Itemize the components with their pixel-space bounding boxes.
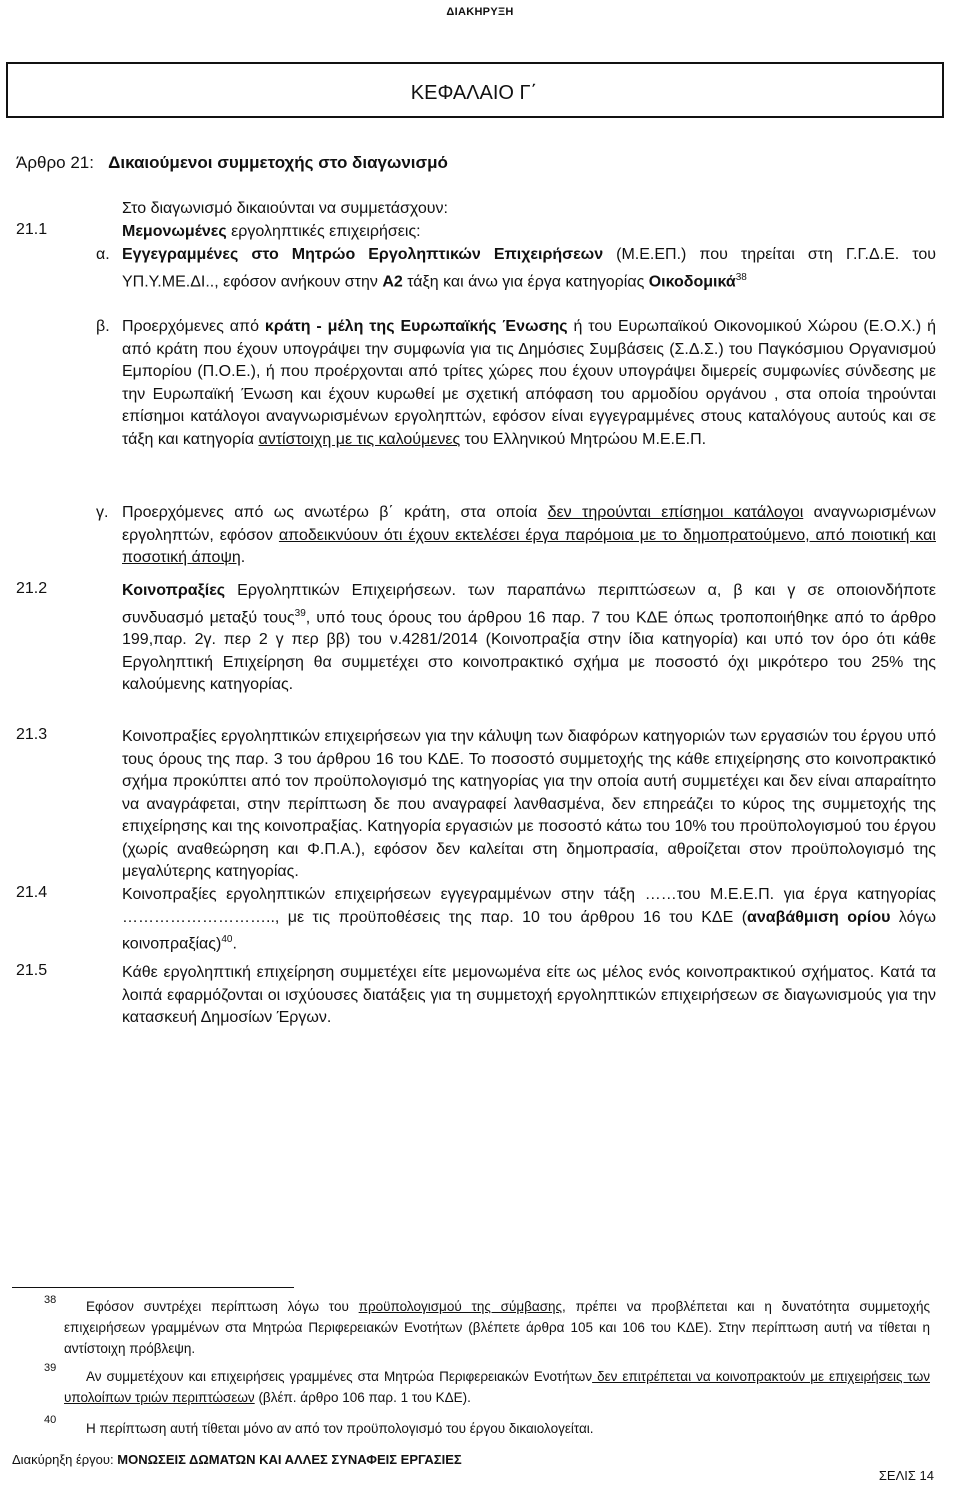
item-label-beta: β. [96, 318, 110, 335]
item-label-gamma: γ. [96, 504, 109, 521]
section-number: 21.1 [16, 221, 48, 238]
intro-text: Στο διαγωνισμό δικαιούνται να συμμετάσχουν: [122, 200, 448, 217]
footnote-ref-40: 40 [221, 934, 233, 945]
footnote-39-text: Αν συμμετέχουν και επιχειρήσεις γραμμένες στα Μητρώα Περιφερειακών Ενοτήτων δεν επιτρέπεται να κοινοπρακτούν με επιχειρήσεις των υπολοίπων τριών περιπτώσεων (βλέπ. άρθρο 106 παρ. 1 του ΚΔΕ). [64, 1369, 930, 1405]
footnote-number: 40 [44, 1414, 57, 1426]
footnote-40-text: Η περίπτωση αυτή τίθεται μόνο αν από τον προϋπολογισμό του έργου δικαιολογείται. [86, 1421, 594, 1436]
item-gamma-text: Προερχόμενες από ως ανωτέρω β΄ κράτη, στα οποία δεν τηρούνται επίσημοι κατάλογοι αναγνωρισμένων εργοληπτών, εφόσον αποδεικνύουν ότι έχουν εκτελέσει έργα παρόμοια με το δημοπρατούμενο, από ποιοτική και ποσοτική άποψη. [122, 504, 937, 566]
article-heading [16, 153, 448, 173]
item-beta-text: Προερχόμενες από κράτη - μέλη της Ευρωπαϊκής Ένωσης ή του Ευρωπαϊκού Οικονομικού Χώρου (Ε.Ο.Χ.) ή από κράτη που έχουν υπογράψει την συμφωνία για τις Δημόσιες Συμβάσεις (Σ.Δ.Σ.) του Παγκόσμιου Οργανισμού Εμπορίου (Π.Ο.Ε.), ή που προέρχονται από τρίτες χώρες που έχουν υπογράψει διμερείς συμφωνίες σύνδεσης με την Ευρωπαϊκή Ένωση και έχουν κυρωθεί με σχετική απόφαση του αρμοδίου οργάνου , στα οποία τηρούνται επίσημοι κατάλογοι αναγνωρισμένων εργοληπτών, εφόσον είναι εγγεγραμμένες στους καταλόγους αυτούς και σε τάξη και κατηγορία αντίστοιχη με τις καλούμενες του Ελληνικού Μητρώου Μ.Ε.Ε.Π. [122, 318, 936, 448]
section-21-1-heading: Μεμονωμένες εργοληπτικές επιχειρήσεις: [122, 223, 421, 240]
section-21-4-text: Κοινοπραξίες εργοληπτικών επιχειρήσεων εγγεγραμμένων στην τάξη ……του Μ.Ε.Ε.Π. για έργα κατηγορίας ……………………….., με τις προϋποθέσεις της παρ. 10 του άρθρου 16 του ΚΔΕ (αναβάθμιση ορίου λόγω κοινοπραξίας)$^{40}$. [122, 886, 937, 953]
article-number: Άρθρο 21: [16, 153, 94, 172]
section-21-2-text: Κοινοπραξίες Εργοληπτικών Επιχειρήσεων. των παραπάνω περιπτώσεων α, β και γ σε οποιονδήποτε συνδυασμό μεταξύ τους$^{39}$, υπό τους όρους του άρθρου 16 παρ. 7 του ΚΔΕ όπως τροποποιήθηκε από το άρθρο 199,παρ. 2γ. περ 2 γ περ ββ) του ν.4281/2014 (Κοινοπραξία στην ίδια κατηγορία) και υπό τον όρο ότι κάθε Εργοληπτική Επιχείρηση θα συμμετέχει στο κοινοπρακτικό σχήμα με ποσοστό όχι μικρότερο του 25% της καλούμενης κατηγορίας. [122, 582, 936, 694]
footnote-ref-39: 39 [294, 607, 306, 619]
article-title: Δικαιούμενοι συμμετοχής στο διαγωνισμό [108, 153, 448, 172]
item-alpha-text: Εγγεγραμμένες στο Μητρώο Εργοληπτικών Επιχειρήσεων (Μ.Ε.ΕΠ.) που τηρείται στη Γ.Γ.Δ.Ε. του ΥΠ.Υ.ΜΕ.ΔΙ.., εφόσον ανήκουν στην Α2 τάξη και άνω για έργα κατηγορίας Οικοδομικά$^{38}$ [122, 246, 937, 290]
section-21-5-text: Κάθε εργοληπτική επιχείρηση συμμετέχει είτε μεμονωμένα είτε ως μέλος ενός κοινοπρακτικού σχήματος. Κατά τα λοιπά εφαρμόζονται οι ισχύουσες διατάξεις για τη συμμετοχή εργοληπτικών επιχειρήσεων σε διαγωνισμούς για την κατασκευή Δημοσίων Έργων. [122, 964, 936, 1026]
footnote-number: 39 [44, 1362, 57, 1374]
footnote-ref-38: 38 [735, 271, 747, 283]
section-number: 21.3 [16, 726, 48, 743]
footnote-number: 38 [44, 1294, 57, 1306]
document-header: ΔΙΑΚΗΡΥΞΗ [446, 6, 514, 18]
footer-project: Διακύρηξη έργου: ΜΟΝΩΣΕΙΣ ΔΩΜΑΤΩΝ ΚΑΙ ΑΛΛΕΣ ΣΥΝΑΦΕΙΣ ΕΡΓΑΣΙΕΣ [12, 1452, 462, 1467]
section-21-3-text: Κοινοπραξίες εργοληπτικών επιχειρήσεων για την κάλυψη των διαφόρων κατηγοριών των εργασιών του έργου υπό τους όρους της παρ. 3 του άρθρου 16 του ΚΔΕ. Το ποσοστό συμμετοχής της κάθε επιχείρησης στο κοινοπρακτικό σχήμα προκύπτει από τον προϋπολογισμό της κατηγορίας για την οποία αυτή συμμετέχει και δεν είναι απαραίτητο να αναγράφεται, στην περίπτωση δε που αναγραφεί λανθασμένα, δεν επηρεάζει το κύρος της συμμετοχής της επιχείρησης και της κοινοπραξίας. Κατηγορία εργασιών με ποσοστό κάτω του 10% του προϋπολογισμού του έργου (χωρίς αναθεώρηση και Φ.Π.Α.), εφόσον δεν καλείται στη δημοπρασία, αθροίζεται στον προϋπολογισμό της μεγαλύτερης κατηγορίας. [122, 728, 936, 880]
section-number: 21.4 [16, 884, 48, 901]
footnote-separator [12, 1287, 294, 1288]
section-number: 21.5 [16, 962, 48, 979]
section-number: 21.2 [16, 580, 48, 597]
page-number: ΣΕΛΙΣ 14 [878, 1468, 934, 1483]
chapter-title: ΚΕΦΑΛΑΙΟ Γ΄ [410, 82, 538, 104]
footnote-38-text: Εφόσον συντρέχει περίπτωση λόγω του προϋπολογισμού της σύμβασης, πρέπει να προβλέπεται και η δυνατότητα συμμετοχής επιχειρήσεων γραμμένων στα Μητρώα Περιφερειακών Ενοτήτων (βλέπετε άρθρα 105 και 106 του ΚΔΕ). Στην περίπτωση αυτή να τίθεται η αντίστοιχη πρόβλεψη. [64, 1299, 931, 1356]
item-label-alpha: α. [96, 246, 110, 263]
